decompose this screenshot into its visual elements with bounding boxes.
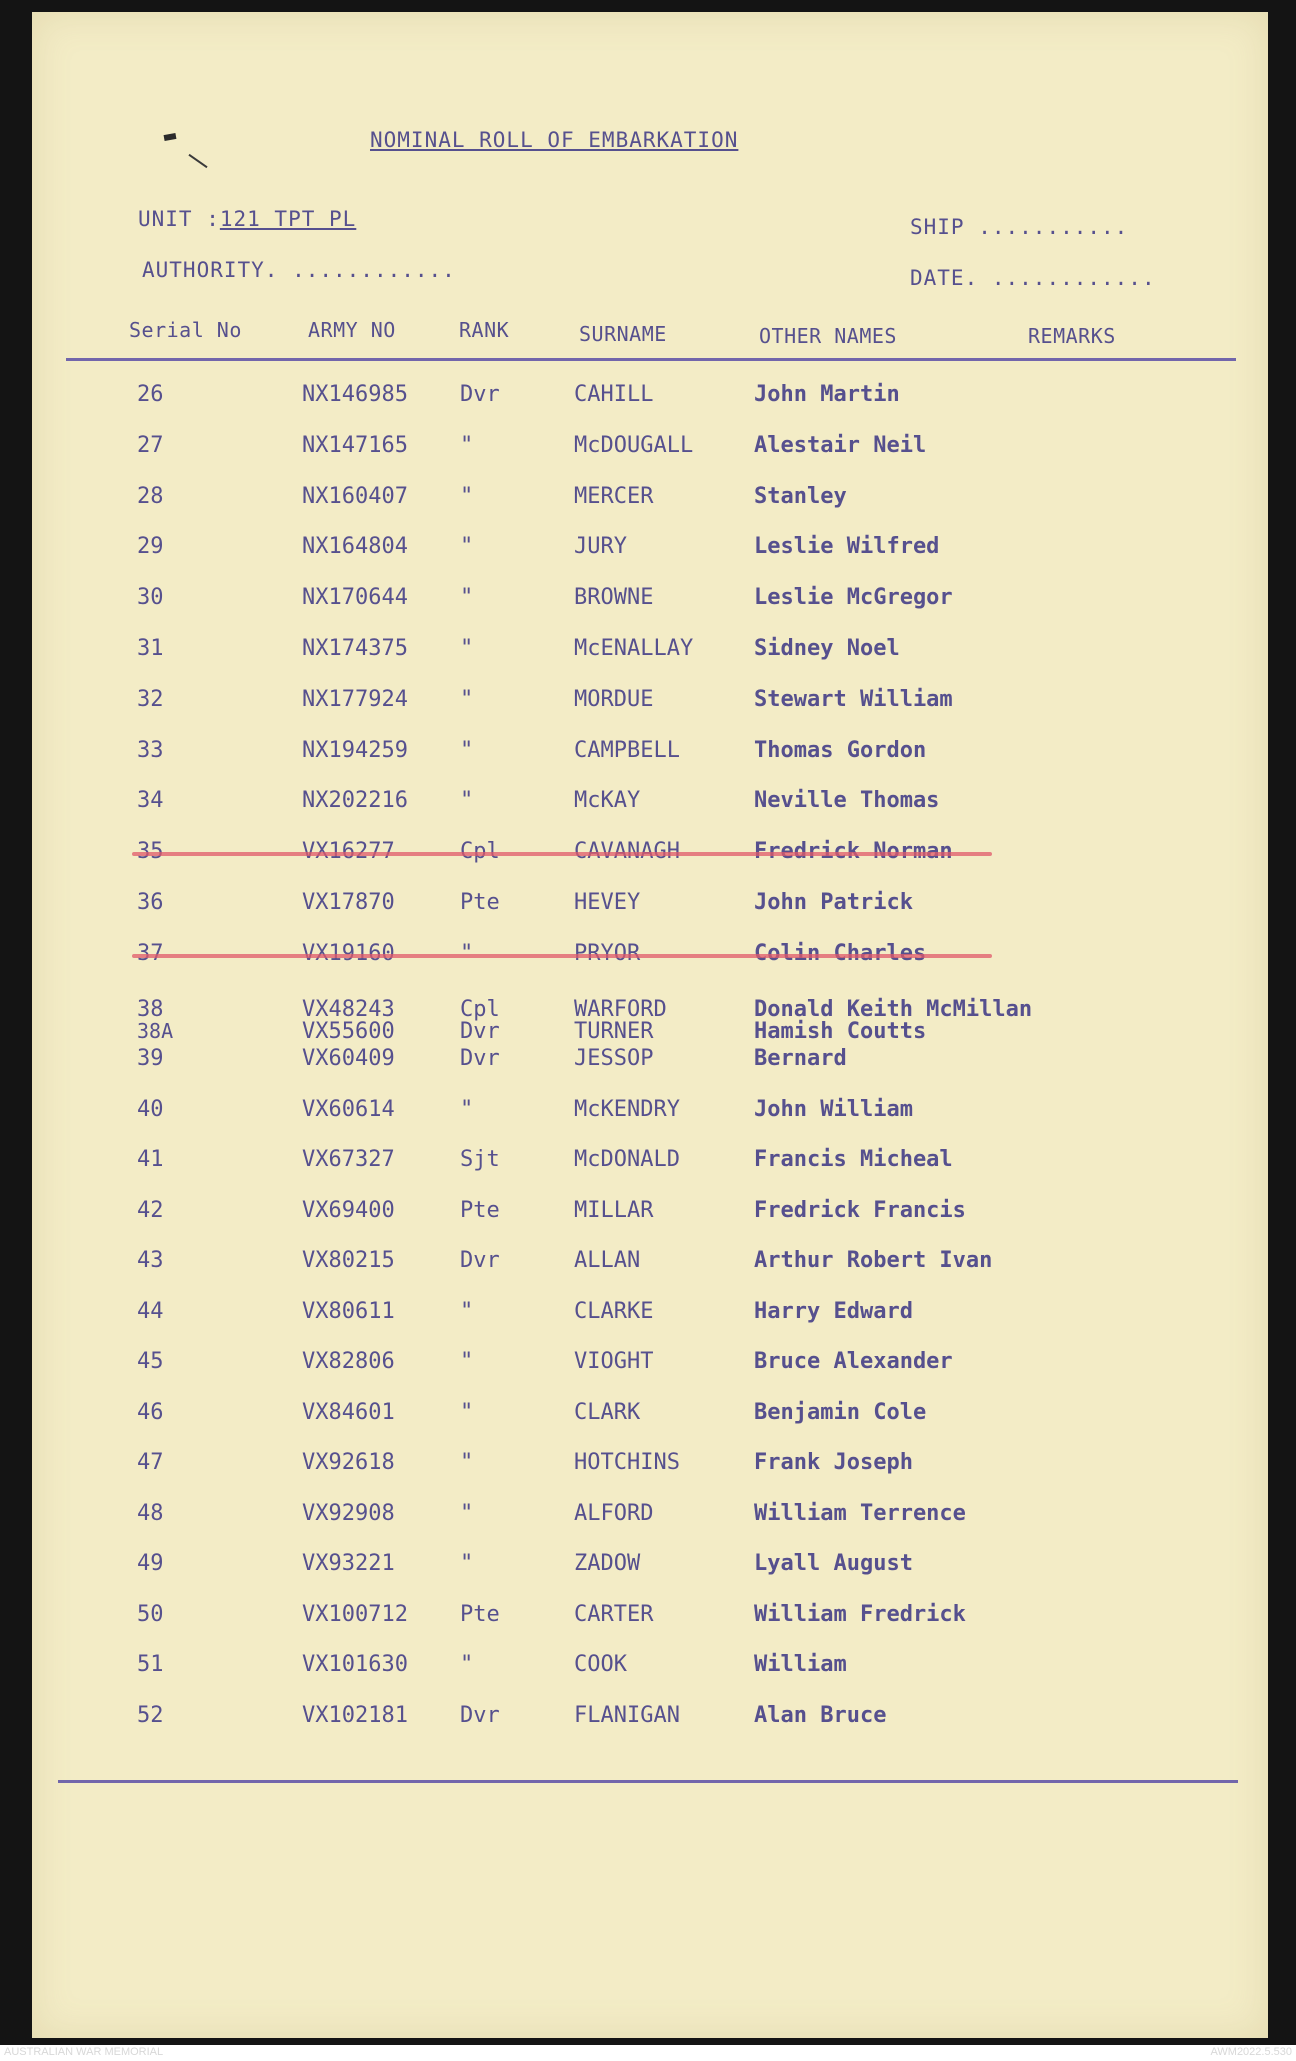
other-names-cell: Leslie Wilfred xyxy=(754,534,940,560)
rank-cell: " xyxy=(460,1500,474,1526)
rank-cell: Dvr xyxy=(460,1019,500,1044)
strikethrough-line xyxy=(132,852,992,856)
table-row xyxy=(32,1703,1268,1743)
army-no-cell: VX82806 xyxy=(302,1349,395,1374)
army-no-cell: NX164804 xyxy=(302,534,408,560)
army-no-cell: VX48243 xyxy=(302,997,395,1022)
surname-cell: CAMPBELL xyxy=(574,737,680,763)
serial-cell: 44 xyxy=(137,1298,164,1324)
army-no-cell: NX146985 xyxy=(302,382,408,407)
surname-cell: ALFORD xyxy=(574,1500,654,1526)
army-no-cell: NX202216 xyxy=(302,788,408,814)
header-rule xyxy=(66,358,1236,361)
rank-cell: Dvr xyxy=(460,382,500,407)
army-no-cell: NX174375 xyxy=(302,636,408,661)
other-names-cell: Benjamin Cole xyxy=(754,1399,927,1425)
army-no-cell: VX80215 xyxy=(302,1248,395,1273)
surname-cell: MORDUE xyxy=(574,686,654,712)
serial-cell: 42 xyxy=(137,1197,164,1223)
surname-cell: HOTCHINS xyxy=(574,1450,680,1475)
other-names-cell: John Patrick xyxy=(754,890,913,915)
army-no-cell: VX101630 xyxy=(302,1652,408,1677)
table-row xyxy=(32,1501,1268,1541)
rank-cell: Cpl xyxy=(460,997,500,1022)
surname-cell: VIOGHT xyxy=(574,1349,654,1374)
army-no-cell: VX93221 xyxy=(302,1551,395,1576)
authority-value: ............ xyxy=(292,258,456,282)
table-row xyxy=(32,382,1268,422)
other-names-cell: William xyxy=(754,1652,847,1677)
table-row xyxy=(32,534,1268,574)
unit-line xyxy=(138,207,356,231)
army-no-cell: VX102181 xyxy=(302,1702,408,1728)
serial-cell: 34 xyxy=(137,788,164,814)
other-names-cell: William Fredrick xyxy=(754,1601,966,1627)
army-no-cell: NX194259 xyxy=(302,737,408,763)
table-row xyxy=(32,1450,1268,1490)
serial-cell: 47 xyxy=(137,1450,164,1475)
table-row xyxy=(32,636,1268,676)
surname-cell: McDONALD xyxy=(574,1147,680,1172)
army-no-cell: VX60614 xyxy=(302,1096,395,1122)
ship-label: SHIP xyxy=(910,215,965,239)
serial-cell: 29 xyxy=(137,534,164,560)
date-line xyxy=(910,266,1156,290)
table-row xyxy=(32,890,1268,930)
army-no-cell: VX92618 xyxy=(302,1450,395,1475)
header-rank: RANK xyxy=(459,318,510,342)
other-names-cell: Neville Thomas xyxy=(754,788,940,814)
other-names-cell: Harry Edward xyxy=(754,1298,913,1324)
rank-cell: " xyxy=(460,585,474,611)
date-label: DATE. xyxy=(910,266,979,290)
serial-cell: 27 xyxy=(137,432,164,458)
table-row xyxy=(32,1248,1268,1288)
other-names-cell: Frank Joseph xyxy=(754,1450,913,1475)
header-remarks: REMARKS xyxy=(1028,324,1116,348)
rank-cell: Pte xyxy=(460,1601,500,1627)
other-names-cell: William Terrence xyxy=(754,1500,966,1526)
table-row xyxy=(32,433,1268,473)
header-army-no: ARMY NO xyxy=(308,318,396,342)
surname-cell: WARFORD xyxy=(574,997,667,1022)
army-no-cell: VX69400 xyxy=(302,1197,395,1223)
table-row xyxy=(32,1349,1268,1389)
rank-cell: Pte xyxy=(460,1197,500,1223)
army-no-cell: NX160407 xyxy=(302,483,408,509)
rank-cell: " xyxy=(460,1399,474,1425)
footer-reference: AWM2022.5.530 xyxy=(1210,2046,1292,2058)
army-no-cell: NX177924 xyxy=(302,686,408,712)
table-row xyxy=(32,1551,1268,1591)
surname-cell: McKAY xyxy=(574,788,641,814)
other-names-cell: Stanley xyxy=(754,483,847,509)
serial-cell: 46 xyxy=(137,1399,164,1425)
other-names-cell: Leslie McGregor xyxy=(754,585,953,611)
rank-cell: Dvr xyxy=(460,1046,500,1071)
army-no-cell: VX17870 xyxy=(302,890,395,915)
surname-cell: CLARKE xyxy=(574,1298,654,1324)
serial-cell: 30 xyxy=(137,585,164,611)
serial-cell: 41 xyxy=(137,1147,164,1172)
table-row xyxy=(32,1046,1268,1086)
surname-cell: COOK xyxy=(574,1652,627,1677)
other-names-cell: Sidney Noel xyxy=(754,636,900,661)
army-no-cell: NX147165 xyxy=(302,432,408,458)
rank-cell: " xyxy=(460,737,474,763)
serial-cell: 49 xyxy=(137,1551,164,1576)
unit-value: 121 TPT PL xyxy=(219,207,357,231)
authority-line xyxy=(142,258,456,282)
serial-cell: 52 xyxy=(137,1702,164,1728)
serial-cell: 32 xyxy=(137,686,164,712)
surname-cell: McDOUGALL xyxy=(574,432,694,458)
serial-cell: 40 xyxy=(137,1096,164,1122)
table-row xyxy=(32,738,1268,778)
surname-cell: ALLAN xyxy=(574,1248,641,1273)
strikethrough-line xyxy=(132,954,992,958)
rank-cell: " xyxy=(460,1298,474,1324)
other-names-cell: Arthur Robert Ivan xyxy=(754,1248,993,1273)
table-row xyxy=(32,1652,1268,1692)
ship-value: ........... xyxy=(978,215,1129,239)
army-no-cell: VX55600 xyxy=(302,1019,395,1044)
surname-cell: MILLAR xyxy=(574,1197,654,1223)
army-no-cell: VX100712 xyxy=(302,1601,408,1627)
date-value: ............ xyxy=(991,266,1156,290)
table-row xyxy=(32,1400,1268,1440)
header-serial: Serial No xyxy=(129,318,242,342)
table-row xyxy=(32,1299,1268,1339)
table-row xyxy=(32,484,1268,524)
rank-cell: " xyxy=(460,432,474,458)
other-names-cell: Hamish Coutts xyxy=(754,1019,927,1044)
serial-cell: 31 xyxy=(137,636,164,661)
table-row xyxy=(32,585,1268,625)
document-title: NOMINAL ROLL OF EMBARKATION xyxy=(370,128,739,152)
footer-source: AUSTRALIAN WAR MEMORIAL xyxy=(4,2046,164,2058)
other-names-cell: Stewart William xyxy=(754,686,953,712)
serial-cell: 33 xyxy=(137,737,164,763)
rank-cell: " xyxy=(460,1096,474,1122)
table-row xyxy=(32,1198,1268,1238)
rank-cell: " xyxy=(460,483,474,509)
surname-cell: ZADOW xyxy=(574,1551,641,1576)
serial-cell: 45 xyxy=(137,1349,164,1374)
serial-cell: 38 xyxy=(137,997,164,1022)
surname-cell: McENALLAY xyxy=(574,636,694,661)
other-names-cell: Fredrick Francis xyxy=(754,1197,966,1223)
serial-cell: 28 xyxy=(137,483,164,509)
other-names-cell: Bruce Alexander xyxy=(754,1349,953,1374)
army-no-cell: VX67327 xyxy=(302,1147,395,1172)
surname-cell: FLANIGAN xyxy=(574,1702,680,1728)
rank-cell: Dvr xyxy=(460,1248,500,1273)
rank-cell: " xyxy=(460,788,474,814)
ship-line xyxy=(910,215,1128,239)
surname-cell: BROWNE xyxy=(574,585,654,611)
serial-cell: 39 xyxy=(137,1046,164,1071)
serial-cell: 48 xyxy=(137,1500,164,1526)
other-names-cell: Alan Bruce xyxy=(754,1702,887,1728)
rank-cell: " xyxy=(460,686,474,712)
table-row xyxy=(32,1147,1268,1187)
army-no-cell: VX84601 xyxy=(302,1399,395,1425)
serial-cell: 38A xyxy=(137,1019,174,1043)
table-row xyxy=(32,687,1268,727)
authority-label: AUTHORITY. xyxy=(142,258,279,282)
rank-cell: Dvr xyxy=(460,1702,500,1728)
rank-cell: " xyxy=(460,1349,474,1374)
serial-cell: 51 xyxy=(137,1652,164,1677)
rank-cell: " xyxy=(460,1551,474,1576)
header-other-names: OTHER NAMES xyxy=(759,324,897,348)
surname-cell: CAHILL xyxy=(574,382,654,407)
surname-cell: MERCER xyxy=(574,483,654,509)
surname-cell: CARTER xyxy=(574,1601,654,1627)
table-row xyxy=(32,941,1268,981)
other-names-cell: John William xyxy=(754,1096,913,1122)
rank-cell: " xyxy=(460,636,474,661)
surname-cell: CLARK xyxy=(574,1399,641,1425)
other-names-cell: Bernard xyxy=(754,1046,847,1071)
table-row xyxy=(32,1602,1268,1642)
serial-cell: 43 xyxy=(137,1248,164,1273)
other-names-cell: Thomas Gordon xyxy=(754,737,927,763)
army-no-cell: VX60409 xyxy=(302,1046,395,1071)
rank-cell: " xyxy=(460,1652,474,1677)
serial-cell: 36 xyxy=(137,890,164,915)
serial-cell: 50 xyxy=(137,1601,164,1627)
ink-mark xyxy=(188,154,207,168)
other-names-cell: Lyall August xyxy=(754,1551,913,1576)
surname-cell: TURNER xyxy=(574,1019,654,1044)
surname-cell: McKENDRY xyxy=(574,1096,680,1122)
surname-cell: JURY xyxy=(574,534,627,560)
document-page xyxy=(32,12,1268,2038)
table-row xyxy=(32,788,1268,828)
surname-cell: HEVEY xyxy=(574,890,641,915)
surname-cell: JESSOP xyxy=(574,1046,654,1071)
army-no-cell: NX170644 xyxy=(302,585,408,611)
army-no-cell: VX92908 xyxy=(302,1500,395,1526)
serial-cell: 26 xyxy=(137,382,164,407)
table-row xyxy=(32,1097,1268,1137)
army-no-cell: VX80611 xyxy=(302,1298,395,1324)
rank-cell: " xyxy=(460,1450,474,1475)
header-surname: SURNAME xyxy=(579,322,667,346)
unit-label: UNIT : xyxy=(138,207,220,231)
other-names-cell: Donald Keith McMillan xyxy=(754,997,1033,1022)
rank-cell: " xyxy=(460,534,474,560)
footer-rule xyxy=(58,1780,1238,1783)
ink-mark xyxy=(164,133,177,141)
other-names-cell: Francis Micheal xyxy=(754,1147,953,1172)
rank-cell: Sjt xyxy=(460,1147,500,1172)
table-row xyxy=(32,839,1268,879)
other-names-cell: John Martin xyxy=(754,382,900,407)
other-names-cell: Alestair Neil xyxy=(754,432,927,458)
rank-cell: Pte xyxy=(460,890,500,915)
